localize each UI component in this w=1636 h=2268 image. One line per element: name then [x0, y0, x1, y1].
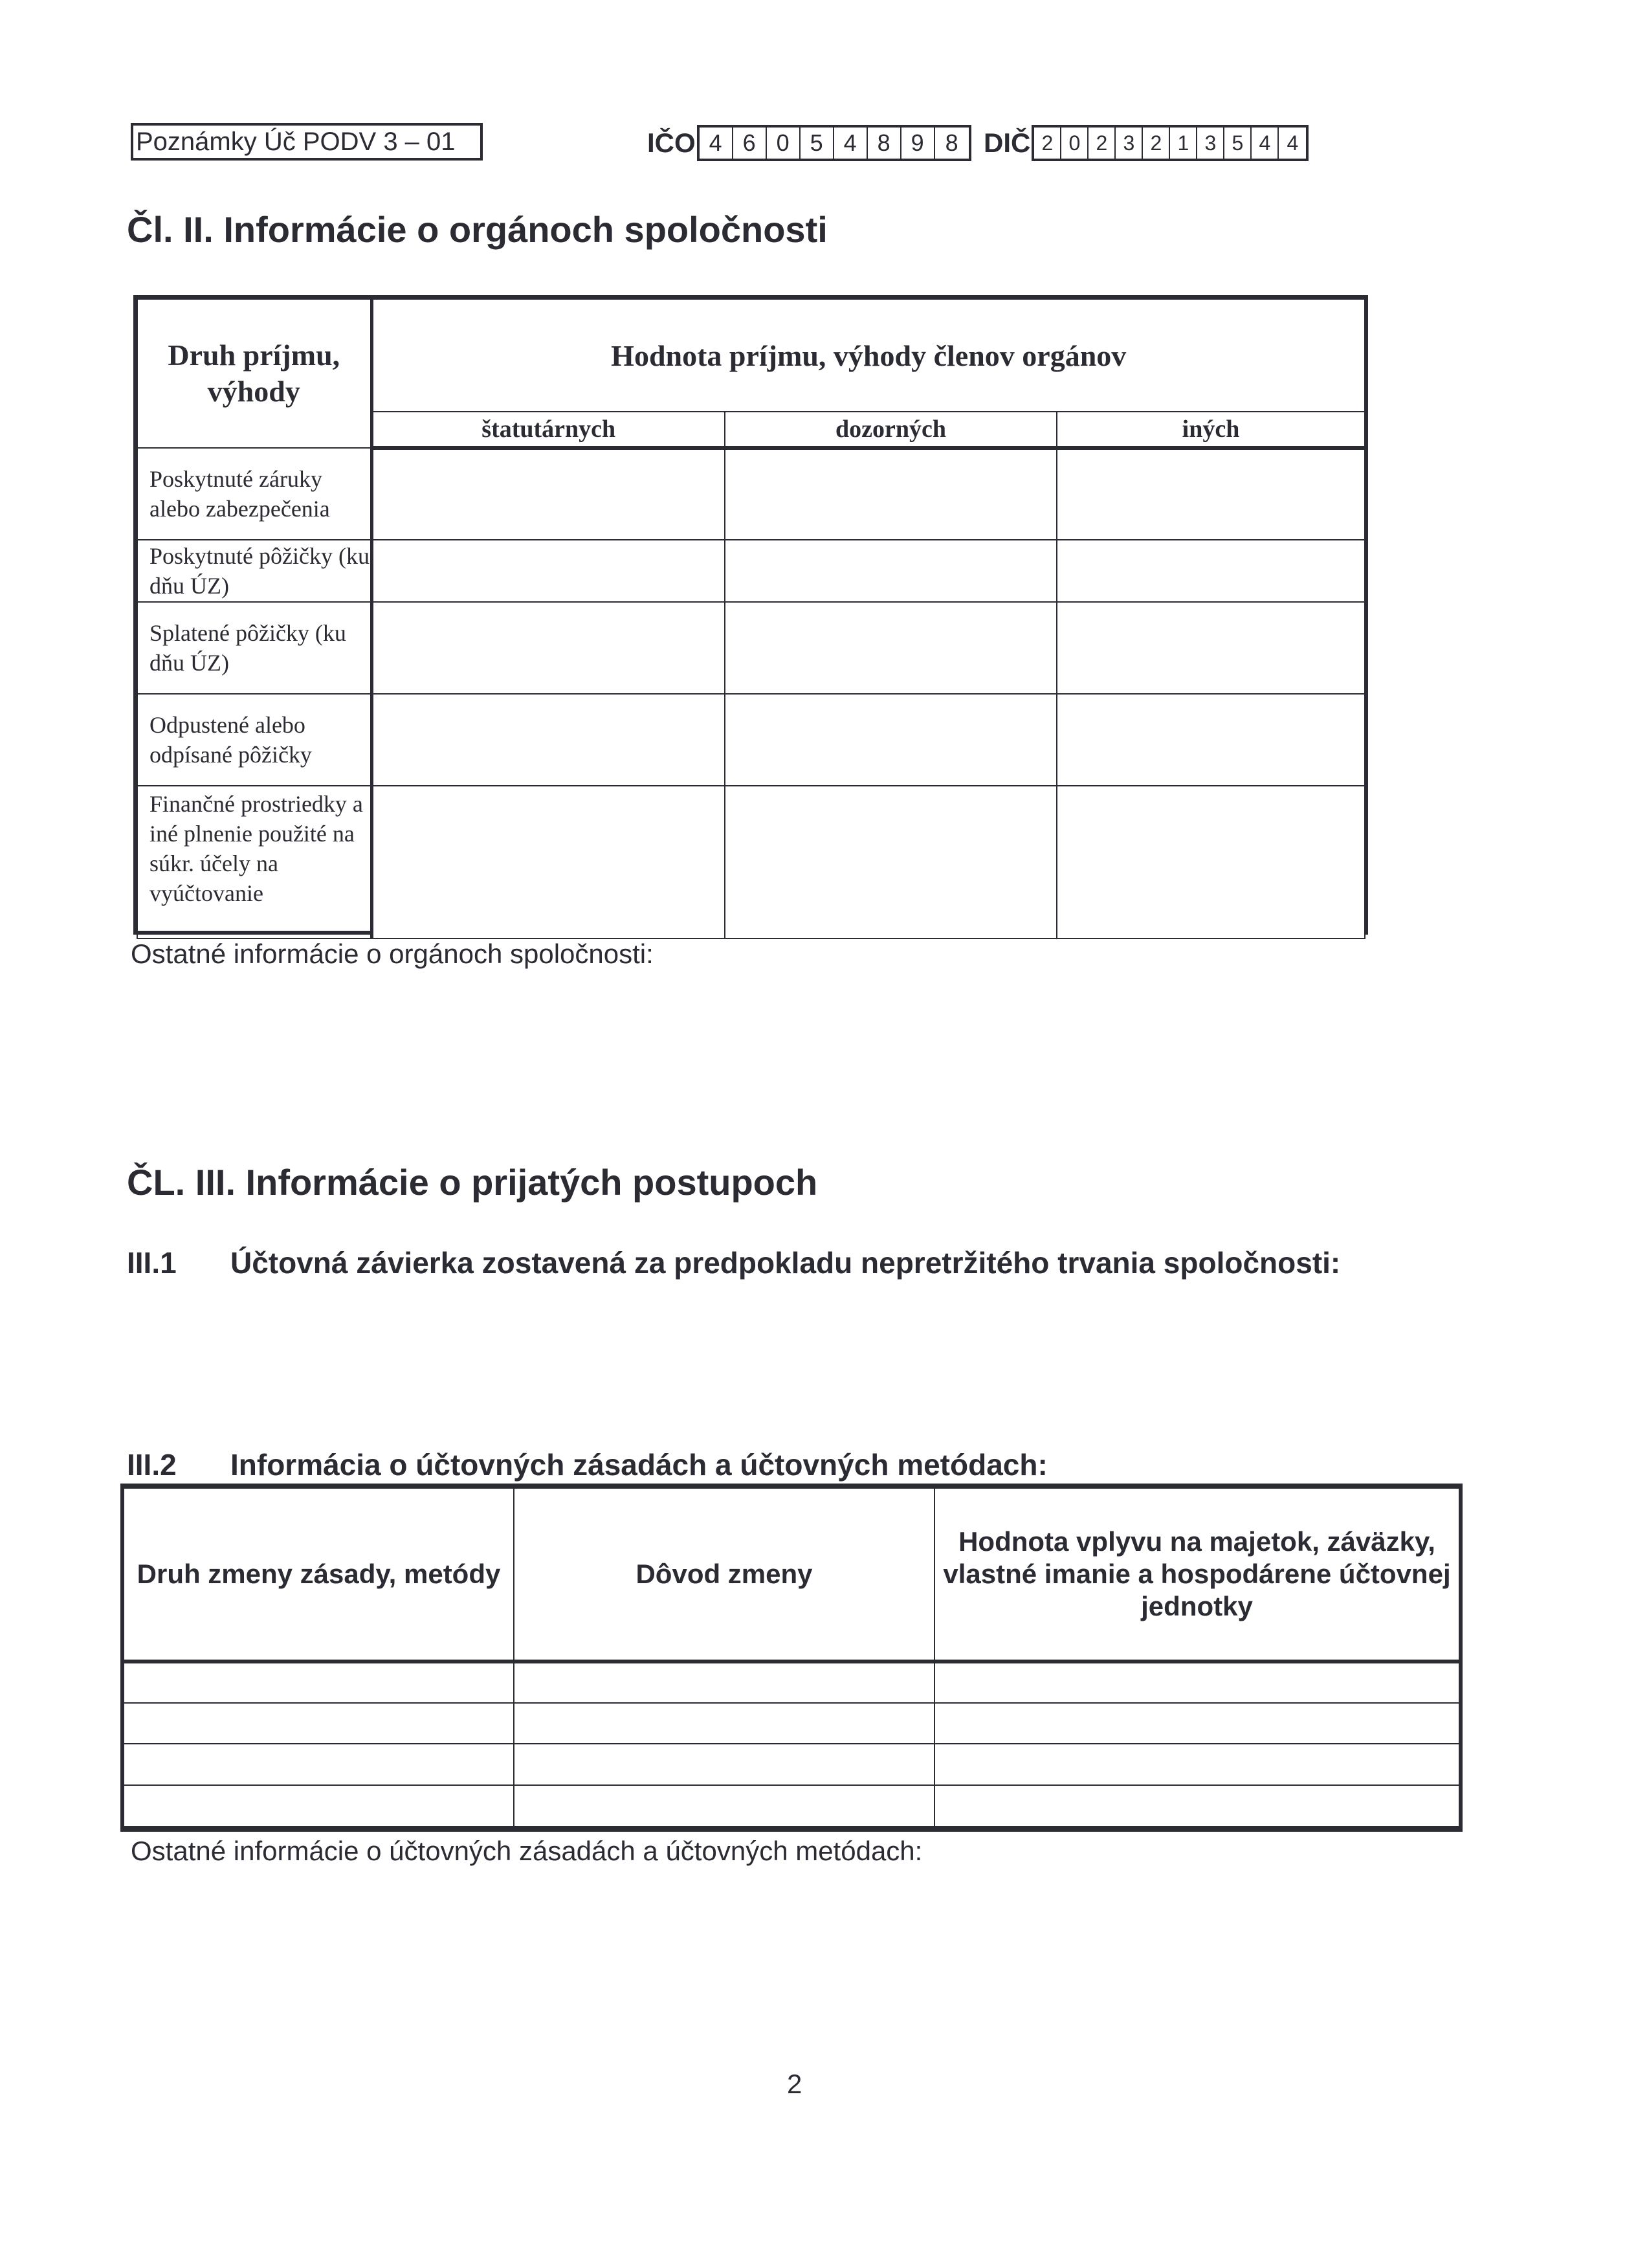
- policies-other-info-label: Ostatné informácie o účtovných zásadách a účtovných metódach:: [131, 1836, 923, 1866]
- cell-other[interactable]: [1057, 602, 1365, 694]
- table-row: [137, 540, 1365, 602]
- cell-other[interactable]: [1057, 694, 1365, 786]
- cell-supervisory[interactable]: [725, 448, 1057, 540]
- header-statutory: štatutárnych: [371, 412, 725, 448]
- row-label: Poskytnuté pôžičky (ku dňu ÚZ): [137, 540, 371, 602]
- dic-digit[interactable]: 5: [1224, 128, 1252, 159]
- cell-supervisory[interactable]: [725, 540, 1057, 602]
- cell-change-type[interactable]: [124, 1744, 514, 1785]
- organs-other-info-label: Ostatné informácie o orgánoch spoločnosti:: [131, 939, 654, 969]
- dic-digit[interactable]: 0: [1061, 128, 1089, 159]
- cell-impact-value[interactable]: [934, 1744, 1459, 1785]
- cell-change-type[interactable]: [124, 1662, 514, 1703]
- ico-digit-boxes: [697, 125, 971, 161]
- table-row: [124, 1785, 1459, 1827]
- dic-digit[interactable]: 2: [1143, 128, 1170, 159]
- ico-digit[interactable]: 4: [700, 128, 733, 159]
- header-change-reason: Dôvod zmeny: [514, 1488, 934, 1662]
- ico-digit[interactable]: 0: [767, 128, 801, 159]
- ico-digit[interactable]: 9: [901, 128, 935, 159]
- row-label: Finančné prostriedky a iné plnenie použité na súkr. účely na vyúčtovanie: [137, 786, 371, 939]
- header-income-type: Druh príjmu, výhody: [137, 299, 371, 448]
- ico-digit[interactable]: 4: [834, 128, 868, 159]
- page-number: 2: [787, 2069, 802, 2099]
- header-change-type: Druh zmeny zásady, metódy: [124, 1488, 514, 1662]
- cell-other[interactable]: [1057, 540, 1365, 602]
- form-label: Poznámky Úč PODV 3 – 01: [131, 123, 483, 161]
- section-2-title: Čl. II. Informácie o orgánoch spoločnosti: [127, 209, 828, 250]
- subsection-number: III.1: [127, 1246, 177, 1280]
- dic-digit[interactable]: 2: [1089, 128, 1116, 159]
- cell-change-type[interactable]: [124, 1703, 514, 1744]
- header-income-value: Hodnota príjmu, výhody členov orgánov: [371, 299, 1365, 412]
- row-label: Odpustené alebo odpísané pôžičky: [137, 694, 371, 786]
- section-3-title: ČL. III. Informácie o prijatých postupoch: [127, 1162, 818, 1203]
- cell-statutory[interactable]: [371, 540, 725, 602]
- table-row: [124, 1703, 1459, 1744]
- subsection-number: III.2: [127, 1448, 177, 1482]
- ico-digit[interactable]: 5: [801, 128, 834, 159]
- table-row: [137, 602, 1365, 694]
- table-row: [124, 1662, 1459, 1703]
- cell-supervisory[interactable]: [725, 694, 1057, 786]
- cell-statutory[interactable]: [371, 786, 725, 939]
- table-row: [124, 1744, 1459, 1785]
- dic-digit[interactable]: 3: [1116, 128, 1143, 159]
- dic-digit[interactable]: 3: [1197, 128, 1224, 159]
- cell-statutory[interactable]: [371, 602, 725, 694]
- header-impact-value: Hodnota vplyvu na majetok, záväzky, vlastné imanie a hospodárene účtovnej jednotky: [934, 1488, 1459, 1662]
- ico-digit[interactable]: 8: [945, 129, 958, 156]
- header-supervisory: dozorných: [725, 412, 1057, 448]
- dic-digit[interactable]: 1: [1170, 128, 1197, 159]
- dic-digit[interactable]: 4: [1252, 128, 1279, 159]
- dic-label: DIČ: [984, 128, 1031, 158]
- ico-label: IČO: [647, 128, 696, 158]
- cell-supervisory[interactable]: [725, 786, 1057, 939]
- ico-field: [647, 124, 971, 162]
- cell-change-reason[interactable]: [514, 1744, 934, 1785]
- row-label: Poskytnuté záruky alebo zabezpečenia: [137, 448, 371, 540]
- ico-digit[interactable]: 6: [733, 128, 767, 159]
- table-row: [137, 786, 1365, 939]
- table-row: [137, 448, 1365, 540]
- row-label: Splatené pôžičky (ku dňu ÚZ): [137, 602, 371, 694]
- cell-impact-value[interactable]: [934, 1785, 1459, 1827]
- subsection-3-1: [127, 1245, 1340, 1280]
- ico-digit[interactable]: 8: [868, 128, 901, 159]
- header-other: iných: [1057, 412, 1365, 448]
- subsection-title: Informácia o účtovných zásadách a účtovných metódach:: [230, 1448, 1048, 1482]
- cell-change-type[interactable]: [124, 1785, 514, 1827]
- cell-change-reason[interactable]: [514, 1703, 934, 1744]
- cell-change-reason[interactable]: [514, 1662, 934, 1703]
- cell-impact-value[interactable]: [934, 1703, 1459, 1744]
- cell-impact-value[interactable]: [934, 1662, 1459, 1703]
- dic-digit[interactable]: 2: [1034, 128, 1061, 159]
- accounting-policies-table: [120, 1484, 1463, 1832]
- dic-digit-boxes: [1032, 125, 1309, 161]
- cell-change-reason[interactable]: [514, 1785, 934, 1827]
- cell-statutory[interactable]: [371, 694, 725, 786]
- organs-income-table: [133, 295, 1368, 935]
- dic-field: [984, 124, 1309, 162]
- table-row: [137, 694, 1365, 786]
- cell-statutory[interactable]: [371, 448, 725, 540]
- subsection-3-2: [127, 1447, 1048, 1482]
- subsection-title: Účtovná závierka zostavená za predpokladu nepretržitého trvania spoločnosti:: [230, 1246, 1341, 1280]
- cell-other[interactable]: [1057, 448, 1365, 540]
- cell-other[interactable]: [1057, 786, 1365, 939]
- dic-digit[interactable]: 4: [1287, 131, 1299, 155]
- cell-supervisory[interactable]: [725, 602, 1057, 694]
